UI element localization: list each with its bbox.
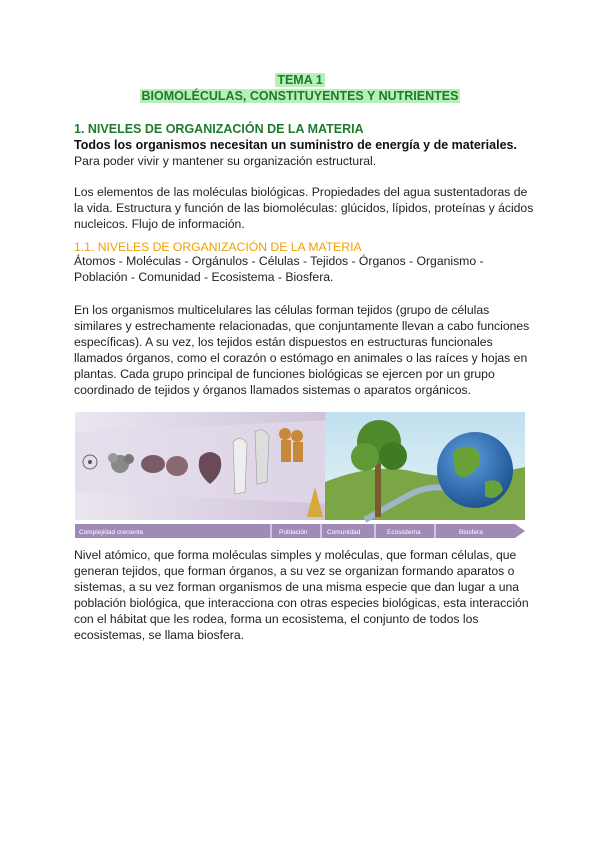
paragraph-closing: Nivel atómico, que forma moléculas simples y moléculas, que forman células, que generan tejidos, que forman órganos, a su vez se organizan formando aparatos o sistemas, a su vez forman organismos de una misma especie que dan lugar a una población biológica, que interacciona con otras especies biológicas, esta interacción con el hábitat que les rodea, forma un ecosistema, el conjunto de todos los ecosistemas, se llama biosfera. [74, 548, 529, 642]
arrow-label: Biosfera [459, 529, 483, 536]
levels-list: Átomos - Moléculas - Orgánulos - Células - Tejidos - Órganos - Organismo - Población - Comunidad - Ecosistema - Biosfera. [74, 254, 484, 284]
paragraph-elements: Los elementos de las moléculas biológicas. Propiedades del agua sustentadoras de la vida. Estructura y función de las biomoléculas: glúcidos, lípidos, proteínas y ácidos nucleicos. Flujo de información. [74, 185, 534, 231]
population-icon [279, 428, 291, 440]
topic-number: TEMA 1 [277, 73, 323, 87]
arrow-label: Población [279, 529, 308, 536]
paragraph-multicellular: En los organismos multicelulares las células forman tejidos (grupo de células similares y estrechamente relacionadas, que conjuntamente llevan a cabo funciones específicas). A su vez, los tejidos están dispuestos en estructuras funcionales llamados órganos, como el corazón o estómago en animales o las raíces y hojas en plantas. Cada grupo principal de funciones biológicas se ejercen por un grupo coordinado de tejidos y órganos llamados sistemas o aparatos orgánicos. [74, 303, 530, 397]
cell-icon [141, 455, 165, 473]
key-statement: Todos los organismos necesitan un suministro de energía y de materiales. [74, 138, 517, 152]
paragraph-intro: Para poder vivir y mantener su organización estructural. [74, 154, 377, 168]
section-heading: 1. NIVELES DE ORGANIZACIÓN DE LA MATERIA [74, 122, 364, 136]
subsection-heading: 1.1. NIVELES DE ORGANIZACIÓN DE LA MATERIA [74, 240, 362, 254]
arrow-label: Comunidad [327, 529, 361, 536]
arrow-label: Ecosistema [387, 529, 421, 536]
tissue-icon [166, 456, 188, 476]
organism-icon [233, 438, 247, 494]
arrow-label: Complejidad creciente [79, 529, 144, 536]
organization-levels-figure [75, 412, 525, 542]
topic-title: BIOMOLÉCULAS, CONSTITUYENTES Y NUTRIENTES [141, 89, 459, 103]
